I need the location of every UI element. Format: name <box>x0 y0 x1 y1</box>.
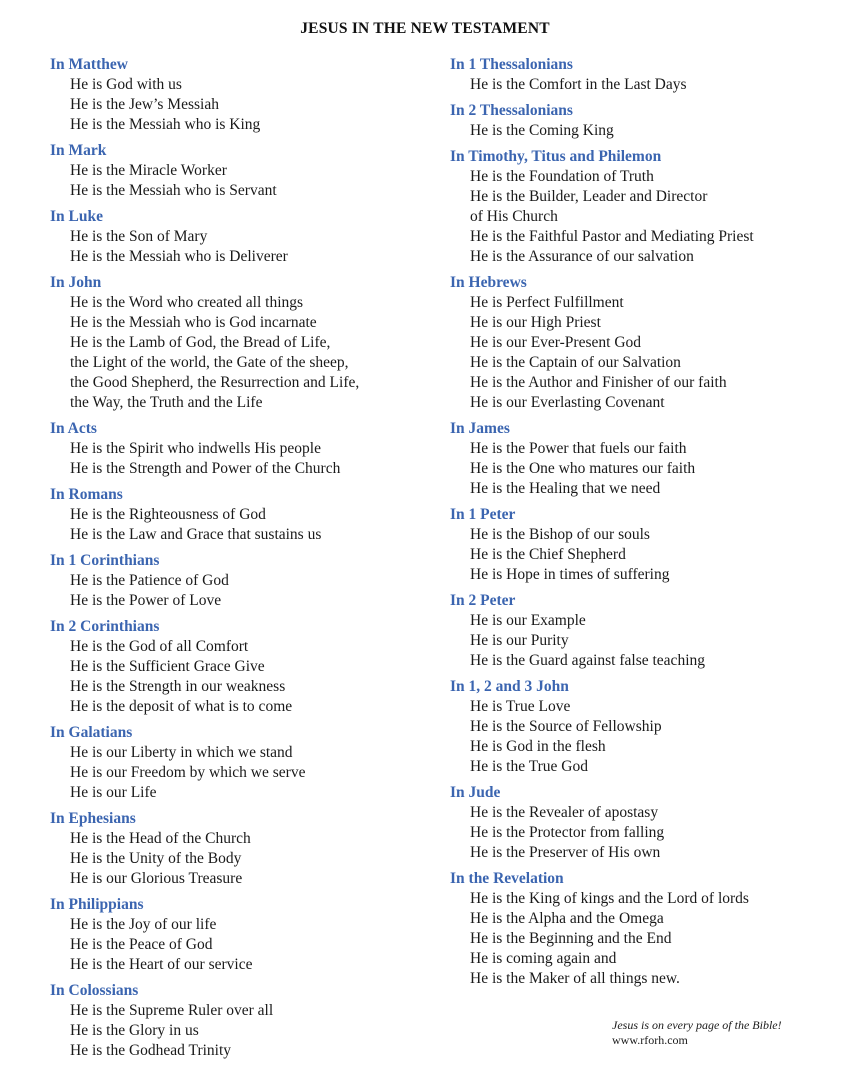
book-line: He is the Guard against false teaching <box>470 652 705 669</box>
book-heading: In 1 Peter <box>450 506 516 523</box>
book-section <box>50 809 420 889</box>
book-line: He is God in the flesh <box>470 738 606 755</box>
book-heading: In the Revelation <box>450 870 564 887</box>
book-line: He is True Love <box>470 698 571 715</box>
book-section <box>50 485 420 545</box>
book-line: the Good Shepherd, the Resurrection and Life, <box>70 374 360 391</box>
book-heading: In 1, 2 and 3 John <box>450 678 569 695</box>
book-line: He is the Protector from falling <box>470 824 665 841</box>
book-heading: In Galatians <box>50 724 133 741</box>
book-line: He is the Coming King <box>470 122 614 139</box>
book-section <box>50 551 420 611</box>
book-heading: In 1 Thessalonians <box>450 56 573 73</box>
book-line: He is the God of all Comfort <box>70 638 249 655</box>
book-line: He is the Faithful Pastor and Mediating Priest <box>470 228 754 245</box>
book-line: He is the Comfort in the Last Days <box>470 76 687 93</box>
book-line: He is the Glory in us <box>70 1022 199 1039</box>
book-line: He is our High Priest <box>470 314 601 331</box>
book-line: He is the Foundation of Truth <box>470 168 654 185</box>
book-section <box>50 895 420 975</box>
book-section <box>50 723 420 803</box>
book-heading: In Romans <box>50 486 123 503</box>
footer-tagline: Jesus is on every page of the Bible! <box>612 1018 782 1032</box>
book-line: He is the Head of the Church <box>70 830 251 847</box>
book-section <box>450 869 830 989</box>
book-line: He is the Strength and Power of the Church <box>70 460 341 477</box>
book-heading: In 2 Peter <box>450 592 516 609</box>
book-section <box>50 207 420 267</box>
book-line: He is our Life <box>70 784 157 801</box>
book-line: He is the Messiah who is King <box>70 116 261 133</box>
book-line: He is the Builder, Leader and Director <box>470 188 708 205</box>
page-title: JESUS IN THE NEW TESTAMENT <box>300 20 550 37</box>
book-section <box>50 419 420 479</box>
book-line: He is the Beginning and the End <box>470 930 672 947</box>
book-line: He is our Liberty in which we stand <box>70 744 293 761</box>
book-section <box>450 677 830 777</box>
book-line: He is the deposit of what is to come <box>70 698 293 715</box>
book-line: He is the Power that fuels our faith <box>470 440 687 457</box>
book-section <box>50 141 420 201</box>
book-heading: In Acts <box>50 420 97 437</box>
book-heading: In Mark <box>50 142 107 159</box>
book-line: He is the Messiah who is God incarnate <box>70 314 317 331</box>
book-line: He is our Ever-Present God <box>470 334 642 351</box>
book-section <box>50 273 420 413</box>
book-line: He is the Alpha and the Omega <box>470 910 664 927</box>
book-section <box>50 981 420 1061</box>
book-line: He is the Word who created all things <box>70 294 304 311</box>
book-line: He is our Freedom by which we serve <box>70 764 306 781</box>
book-line: He is our Purity <box>470 632 569 649</box>
book-line: He is coming again and <box>470 950 617 967</box>
book-heading: In Matthew <box>50 56 128 73</box>
book-heading: In Hebrews <box>450 274 527 291</box>
book-line: He is the Unity of the Body <box>70 850 242 867</box>
book-line: He is Hope in times of suffering <box>470 566 670 583</box>
book-heading: In 1 Corinthians <box>50 552 160 569</box>
book-line: He is our Glorious Treasure <box>70 870 243 887</box>
book-line: He is the Righteousness of God <box>70 506 266 523</box>
book-line: He is the Law and Grace that sustains us <box>70 526 322 543</box>
book-section <box>50 55 420 135</box>
book-line: He is the Author and Finisher of our faith <box>470 374 727 391</box>
book-line: He is the Jew’s Messiah <box>70 96 219 113</box>
book-line: He is the Chief Shepherd <box>470 546 626 563</box>
book-line: He is the One who matures our faith <box>470 460 696 477</box>
book-line: of His Church <box>470 208 558 225</box>
book-heading: In James <box>450 420 510 437</box>
book-line: He is the True God <box>470 758 588 775</box>
book-line: He is the Patience of God <box>70 572 229 589</box>
book-line: He is the Son of Mary <box>70 228 208 245</box>
book-section <box>450 55 830 95</box>
book-line: He is the Sufficient Grace Give <box>70 658 265 675</box>
left-column <box>50 55 420 1067</box>
book-section <box>450 273 830 413</box>
book-line: He is the King of kings and the Lord of lords <box>470 890 749 907</box>
book-heading: In Jude <box>450 784 501 801</box>
book-line: He is the Captain of our Salvation <box>470 354 681 371</box>
book-heading: In Philippians <box>50 896 144 913</box>
book-line: He is the Bishop of our souls <box>470 526 650 543</box>
book-line: He is our Example <box>470 612 586 629</box>
book-line: He is the Godhead Trinity <box>70 1042 232 1059</box>
book-heading: In Luke <box>50 208 103 225</box>
book-line: He is the Lamb of God, the Bread of Life, <box>70 334 331 351</box>
book-section <box>450 505 830 585</box>
book-line: He is the Miracle Worker <box>70 162 227 179</box>
book-heading: In Colossians <box>50 982 139 999</box>
book-line: He is the Spirit who indwells His people <box>70 440 321 457</box>
footer-website: www.rforh.com <box>612 1033 688 1047</box>
book-heading: In 2 Corinthians <box>50 618 160 635</box>
book-line: He is the Healing that we need <box>470 480 661 497</box>
book-section <box>450 783 830 863</box>
book-line: He is God with us <box>70 76 182 93</box>
book-line: He is the Preserver of His own <box>470 844 661 861</box>
book-heading: In John <box>50 274 102 291</box>
book-heading: In 2 Thessalonians <box>450 102 573 119</box>
book-line: He is the Source of Fellowship <box>470 718 662 735</box>
book-heading: In Timothy, Titus and Philemon <box>450 148 662 165</box>
book-section <box>450 591 830 671</box>
book-section <box>450 419 830 499</box>
book-line: He is Perfect Fulfillment <box>470 294 624 311</box>
book-line: He is the Peace of God <box>70 936 213 953</box>
right-column <box>450 55 830 995</box>
book-line: He is the Heart of our service <box>70 956 253 973</box>
book-section <box>450 101 830 141</box>
book-line: He is our Everlasting Covenant <box>470 394 665 411</box>
book-line: He is the Revealer of apostasy <box>470 804 659 821</box>
book-line: the Light of the world, the Gate of the sheep, <box>70 354 349 371</box>
book-line: He is the Messiah who is Deliverer <box>70 248 288 265</box>
book-heading: In Ephesians <box>50 810 136 827</box>
book-line: He is the Assurance of our salvation <box>470 248 694 265</box>
book-line: He is the Strength in our weakness <box>70 678 286 695</box>
book-line: He is the Maker of all things new. <box>470 970 680 987</box>
book-line: He is the Supreme Ruler over all <box>70 1002 274 1019</box>
book-line: the Way, the Truth and the Life <box>70 394 263 411</box>
book-section <box>450 147 830 267</box>
footer <box>612 1018 782 1048</box>
book-section <box>50 617 420 717</box>
book-line: He is the Joy of our life <box>70 916 217 933</box>
book-line: He is the Messiah who is Servant <box>70 182 277 199</box>
book-line: He is the Power of Love <box>70 592 222 609</box>
